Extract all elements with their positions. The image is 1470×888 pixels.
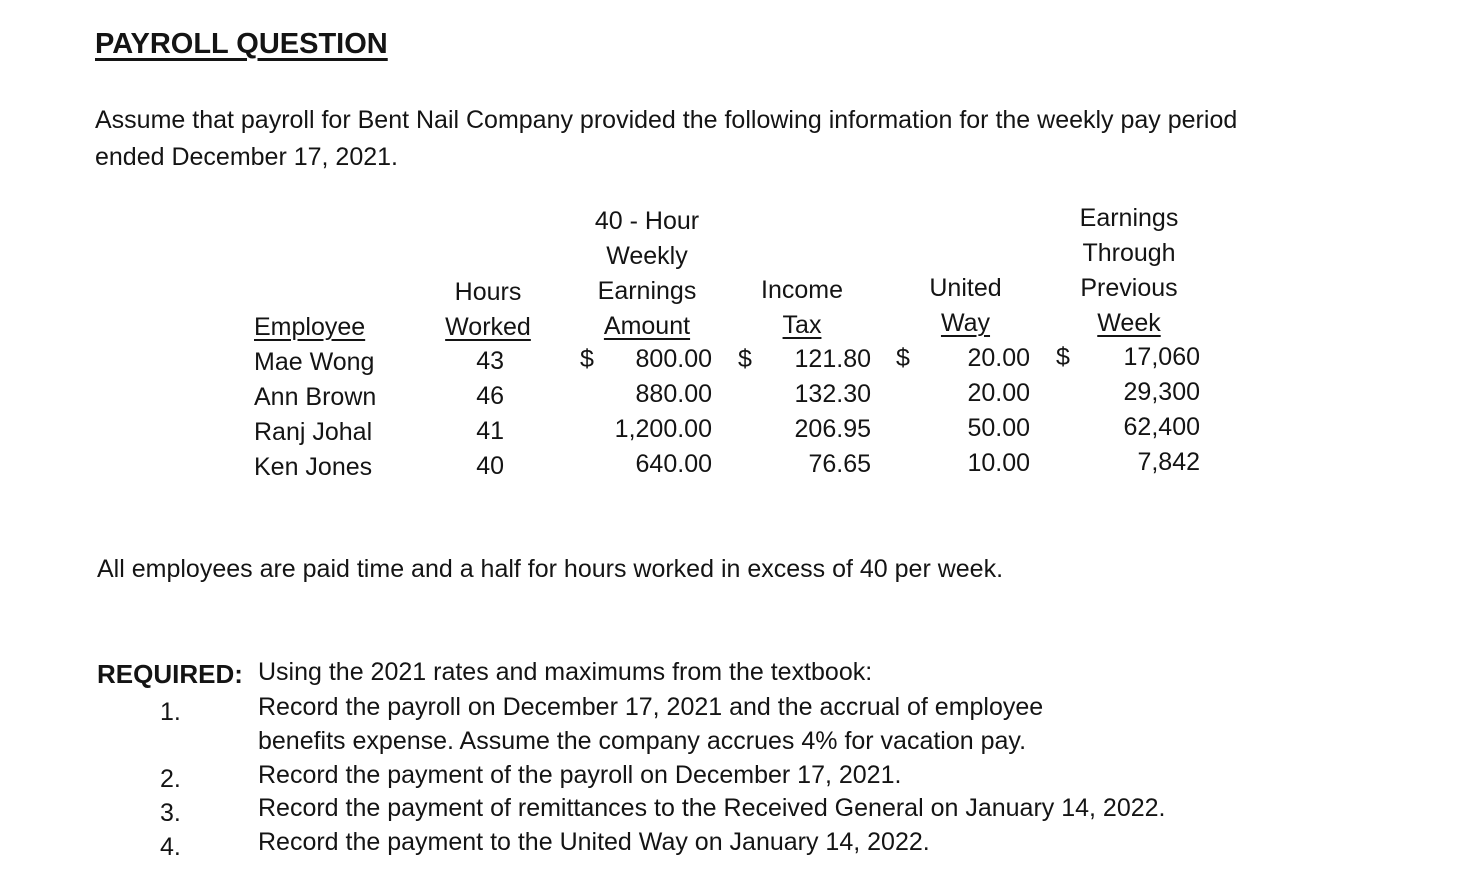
table-row-2-employee: Ann Brown: [254, 383, 377, 411]
intro-paragraph: Assume that payroll for Bent Nail Company provided the following information for the weekly pay period ended December 17, 2021.: [95, 106, 1238, 171]
header-united-line1: United: [929, 274, 1002, 302]
table-row-3-earnings: 1,200.00: [614, 415, 712, 443]
table-row-3-previous: 62,400: [1123, 413, 1200, 441]
required-item-1-line2: benefits expense. Assume the company accrues 4% for vacation pay.: [258, 727, 1027, 755]
required-item-4-number: 4.: [160, 833, 181, 861]
header-united-way: [918, 271, 1013, 341]
table-row-4-employee: Ken Jones: [254, 453, 373, 481]
required-item-1-line1: Record the payroll on December 17, 2021 and the accrual of employee: [258, 693, 1044, 721]
required-item-3-number: 3.: [160, 799, 181, 827]
required-item-3-line1: Record the payment of remittances to the Received General on January 14, 2022.: [258, 794, 1166, 822]
required-label: REQUIRED:: [97, 659, 243, 689]
header-weekly-earnings: [572, 204, 722, 344]
table-row-1-earnings: 800.00: [635, 345, 712, 373]
table-row-4-previous: 7,842: [1137, 448, 1200, 476]
header-income-line2: Tax: [782, 311, 822, 339]
table-row-1-previous: 17,060: [1123, 343, 1200, 371]
table-row-2-earnings: 880.00: [635, 380, 712, 408]
header-earnings-line2: Weekly: [606, 242, 688, 270]
table-row-3-hours: 41: [476, 417, 504, 445]
header-hours-line2: Worked: [445, 313, 531, 341]
required-item-2-number: 2.: [160, 765, 181, 793]
currency-symbol-united-way: $: [896, 344, 910, 372]
header-income-tax: [752, 273, 852, 343]
header-employee: [254, 310, 365, 345]
table-row-1-united-way: 20.00: [967, 344, 1030, 372]
table-row-4-united-way: 10.00: [967, 449, 1030, 477]
header-earnings-line4: Amount: [603, 312, 691, 340]
table-row-3-employee: Ranj Johal: [254, 418, 373, 446]
header-hours-worked: [440, 275, 536, 345]
table-row-3-united-way: 50.00: [967, 414, 1030, 442]
header-earnings-line1: 40 - Hour: [594, 207, 700, 235]
table-row-1-hours: 43: [476, 347, 504, 375]
overtime-note: All employees are paid time and a half for hours worked in excess of 40 per week.: [97, 555, 1004, 583]
table-row-2-united-way: 20.00: [967, 379, 1030, 407]
table-row-4-hours: 40: [476, 452, 504, 480]
header-previous-line4: Week: [1097, 309, 1161, 337]
header-hours-line1: Hours: [454, 278, 522, 306]
table-row-1-income-tax: 121.80: [794, 345, 871, 373]
currency-symbol-earnings: $: [580, 345, 594, 373]
table-row-2-hours: 46: [476, 382, 504, 410]
header-earnings-line3: Earnings: [597, 277, 697, 305]
table-row-1-employee: Mae Wong: [254, 348, 375, 376]
header-previous-line2: Through: [1082, 239, 1176, 267]
table-row-3-income-tax: 206.95: [794, 415, 871, 443]
header-previous-line3: Previous: [1080, 274, 1178, 302]
page-title: PAYROLL QUESTION: [95, 28, 388, 60]
header-income-line1: Income: [761, 276, 843, 304]
header-previous-line1: Earnings: [1079, 204, 1179, 232]
table-row-2-previous: 29,300: [1123, 378, 1200, 406]
required-item-2-line1: Record the payment of the payroll on December 17, 2021.: [258, 761, 902, 789]
required-item-1-number: 1.: [160, 698, 181, 726]
table-row-4-income-tax: 76.65: [808, 450, 871, 478]
table-row-2-income-tax: 132.30: [794, 380, 871, 408]
header-united-line2: Way: [940, 309, 991, 337]
required-item-4-line1: Record the payment to the United Way on January 14, 2022.: [258, 828, 930, 856]
header-employee-line: Employee: [254, 313, 366, 341]
currency-symbol-income-tax: $: [738, 345, 752, 373]
table-row-4-earnings: 640.00: [635, 450, 712, 478]
currency-symbol-previous: $: [1056, 343, 1070, 371]
required-intro: Using the 2021 rates and maximums from the textbook:: [258, 658, 873, 686]
header-previous-earnings: [1066, 201, 1192, 341]
